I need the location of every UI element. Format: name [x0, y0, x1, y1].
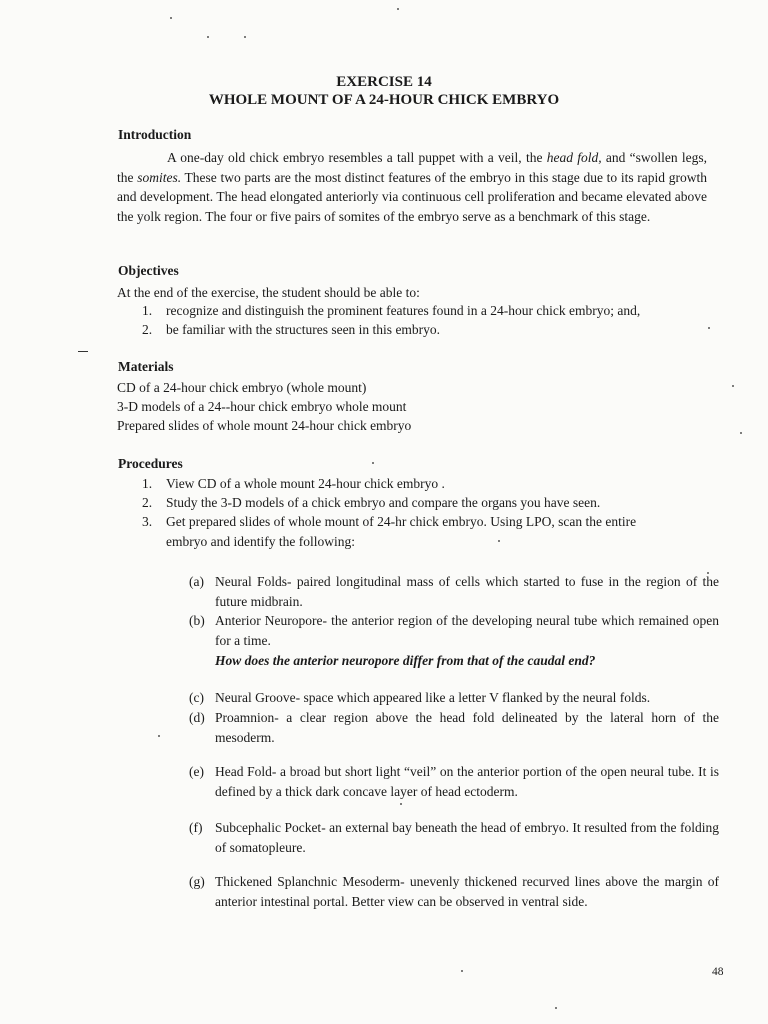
intro-text-2: and “swollen legs, the — [117, 150, 707, 185]
objectives-heading: Objectives — [118, 263, 179, 278]
page-number: 48 — [712, 966, 724, 978]
structure-item — [189, 818, 719, 858]
scan-speck — [555, 1007, 557, 1009]
introduction-paragraph — [117, 148, 707, 226]
procedure-number: 1. — [142, 476, 153, 491]
procedure-number: 3. — [142, 514, 153, 529]
scan-speck — [732, 385, 734, 387]
structure-item — [189, 872, 719, 912]
scan-mark — [78, 351, 88, 352]
scan-speck — [708, 327, 710, 329]
structure-label: (c) — [189, 690, 204, 705]
structure-description: Neural Folds- paired longitudinal mass of cells which started to fuse in the region of the future midbrain. — [215, 574, 719, 609]
procedure-item: Study the 3-D models of a chick embryo and compare the organs you have seen. — [166, 495, 601, 510]
scan-speck — [397, 8, 399, 10]
intro-term-somites: somites. — [137, 169, 182, 185]
structure-item — [189, 762, 719, 802]
scan-speck — [400, 803, 402, 805]
introduction-heading: Introduction — [118, 127, 192, 142]
intro-term-head-fold: head fold, — [546, 150, 602, 165]
structure-label: (f) — [189, 820, 203, 835]
structure-label: (d) — [189, 710, 205, 725]
structure-label: (e) — [189, 764, 204, 779]
scan-speck — [740, 432, 742, 434]
exercise-title: WHOLE MOUNT OF A 24-HOUR CHICK EMBRYO — [208, 92, 560, 108]
intro-text-3: These two parts are the most distinct features of the embryo in this stage due to its rapid growth and development. The head elongated anteriorly via continuous cell proliferation and became elevated above the yolk region. The four or five pairs of somites of the embryo serve as a benchmark of this stage. — [117, 169, 707, 224]
scan-speck — [461, 970, 463, 972]
structure-label: (a) — [189, 574, 204, 589]
scan-speck — [707, 572, 709, 574]
material-item: Prepared slides of whole mount 24-hour chick embryo — [117, 418, 412, 433]
scan-speck — [372, 462, 374, 464]
structure-item — [189, 708, 719, 748]
objective-number: 2. — [142, 322, 153, 337]
structure-item — [189, 572, 719, 612]
scan-speck — [498, 540, 500, 542]
scan-speck — [170, 17, 172, 19]
procedure-number: 2. — [142, 495, 153, 510]
structure-description: Neural Groove- space which appeared like a letter V flanked by the neural folds. — [215, 690, 651, 705]
structure-label: (g) — [189, 874, 205, 889]
scan-speck — [244, 36, 246, 38]
structure-item — [189, 611, 719, 671]
objective-item: be familiar with the structures seen in this embryo. — [166, 322, 441, 337]
structure-item — [189, 688, 719, 708]
intro-text-1: A one-day old chick embryo resembles a tall puppet with a veil, the — [167, 150, 547, 165]
procedure-item: Get prepared slides of whole mount of 24-hr chick embryo. Using LPO, scan the entire — [166, 514, 637, 529]
structure-description: Subcephalic Pocket- an external bay beneath the head of embryo. It resulted from the folding of somatopleure. — [215, 820, 719, 855]
structure-description: Head Fold- a broad but short light “veil” on the anterior portion of the open neural tube. It is defined by a thick dark concave layer of head ectoderm. — [215, 764, 719, 799]
structure-description: Proamnion- a clear region above the head fold delineated by the lateral horn of the mesoderm. — [215, 710, 719, 745]
scan-speck — [207, 36, 209, 38]
structure-description: Thickened Splanchnic Mesoderm- unevenly thickened recurved lines above the margin of anterior intestinal portal. Better view can be observed in ventral side. — [215, 874, 719, 909]
scan-speck — [158, 735, 160, 737]
objective-number: 1. — [142, 303, 153, 318]
procedure-item-continued: embryo and identify the following: — [166, 534, 355, 549]
objective-item: recognize and distinguish the prominent features found in a 24-hour chick embryo; and, — [166, 303, 641, 318]
material-item: CD of a 24-hour chick embryo (whole mount) — [117, 380, 367, 395]
procedures-heading: Procedures — [118, 456, 183, 471]
structure-label: (b) — [189, 613, 205, 628]
objectives-lead: At the end of the exercise, the student should be able to: — [117, 285, 420, 300]
study-question: How does the anterior neuropore differ from that of the caudal end? — [215, 653, 596, 668]
procedure-item: View CD of a whole mount 24-hour chick embryo . — [166, 476, 445, 491]
materials-heading: Materials — [118, 359, 174, 374]
material-item: 3-D models of a 24--hour chick embryo whole mount — [117, 399, 407, 414]
exercise-number: EXERCISE 14 — [336, 74, 432, 90]
structure-description: Anterior Neuropore- the anterior region of the developing neural tube which remained open for a time. — [215, 613, 719, 648]
